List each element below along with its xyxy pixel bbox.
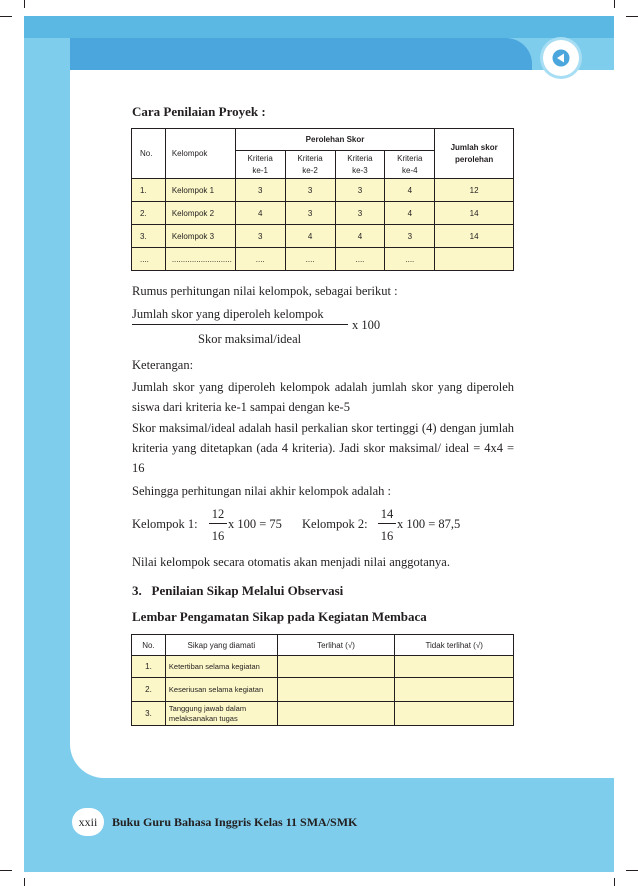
cell-terlihat[interactable]	[277, 656, 395, 678]
section-3-heading: 3. Penilaian Sikap Melalui Observasi	[132, 583, 344, 598]
cell-k4: 3	[385, 225, 435, 248]
cell-no: 3.	[132, 225, 166, 248]
crop-mark	[0, 16, 12, 17]
cell-k1: ....	[235, 248, 285, 271]
cell-k3: 3	[335, 202, 385, 225]
cell-kelompok: Kelompok 3	[165, 225, 235, 248]
cell-kelompok: ...........................	[165, 248, 235, 271]
header-kelompok: Kelompok	[165, 129, 235, 179]
table-row	[132, 702, 514, 726]
header-sikap: Sikap yang diamati	[165, 635, 277, 656]
paragraph: Skor maksimal/ideal adalah hasil perkalian skor tertinggi (4) dengan jumlah kriteria yang ditetapkan (ada 4 kriteria). Jadi skor maksimal/ ideal = 4x4 = 16	[132, 421, 514, 475]
cell-k2: 4	[285, 225, 335, 248]
cell-no: 2.	[132, 678, 166, 702]
cell-jumlah: 12	[435, 179, 514, 202]
crop-mark	[614, 0, 615, 8]
cell-k4: ....	[385, 248, 435, 271]
calc-1-rest: x 100 = 75	[228, 517, 282, 531]
cell-jumlah	[435, 248, 514, 271]
calc-1-numerator: 12	[211, 507, 225, 521]
table-row	[132, 248, 514, 271]
calc-2-rest: x 100 = 87,5	[397, 517, 461, 531]
cell-k2: ....	[285, 248, 335, 271]
header-jumlah: Jumlah skor perolehan	[435, 129, 514, 179]
paragraph: Nilai kelompok secara otomatis akan menjadi nilai anggotanya.	[132, 555, 450, 569]
cell-k3: 4	[335, 225, 385, 248]
header-tidak-terlihat: Tidak terlihat (√)	[395, 635, 514, 656]
formula-denominator: Skor maksimal/ideal	[198, 332, 302, 346]
cell-terlihat[interactable]	[277, 702, 395, 726]
crop-mark	[626, 870, 638, 871]
cell-k1: 4	[235, 202, 285, 225]
header-kriteria-1: Kriteria ke-1	[235, 151, 285, 179]
header-terlihat: Terlihat (√)	[277, 635, 395, 656]
cell-tidak-terlihat[interactable]	[395, 656, 514, 678]
cell-sikap: Tanggung jawab dalam melaksanakan tugas	[165, 702, 277, 726]
calc-1-denominator: 16	[211, 529, 225, 543]
crop-mark	[0, 870, 12, 871]
header-no: No.	[132, 635, 166, 656]
cell-no: 3.	[132, 702, 166, 726]
cell-k4: 4	[385, 202, 435, 225]
keterangan-label: Keterangan:	[132, 358, 194, 372]
paragraph: Jumlah skor yang diperoleh kelompok adalah jumlah skor yang diperoleh siswa dari kriteria ke-1 sampai dengan ke-5	[132, 380, 514, 414]
cell-kelompok: Kelompok 2	[165, 202, 235, 225]
crop-mark	[626, 16, 638, 17]
book-title: Buku Guru Bahasa Inggris Kelas 11 SMA/SMK	[112, 815, 358, 829]
cell-k1: 3	[235, 179, 285, 202]
cell-no: 2.	[132, 202, 166, 225]
page-number: xxii	[72, 808, 104, 836]
calc-1-label: Kelompok 1:	[132, 517, 198, 531]
cell-jumlah: 14	[435, 225, 514, 248]
back-button[interactable]	[543, 40, 579, 76]
cell-tidak-terlihat[interactable]	[395, 702, 514, 726]
section-heading: Cara Penilaian Proyek :	[132, 104, 266, 119]
header-no: No.	[132, 129, 166, 179]
crop-mark	[614, 878, 615, 886]
cell-kelompok: Kelompok 1	[165, 179, 235, 202]
calc-2-numerator: 14	[380, 507, 394, 521]
formula-multiplier: x 100	[352, 318, 381, 332]
calc-2-denominator: 16	[380, 529, 394, 543]
cell-k2: 3	[285, 179, 335, 202]
crop-mark	[24, 878, 25, 886]
table-row	[132, 678, 514, 702]
table-row	[132, 225, 514, 248]
cell-k4: 4	[385, 179, 435, 202]
formula-fraction-line	[132, 324, 348, 325]
table-row	[132, 179, 514, 202]
observation-sheet-title: Lembar Pengamatan Sikap pada Kegiatan Membaca	[132, 609, 427, 624]
header-kriteria-2: Kriteria ke-2	[285, 151, 335, 179]
cell-k3: ....	[335, 248, 385, 271]
cell-no: 1.	[132, 656, 166, 678]
cell-terlihat[interactable]	[277, 678, 395, 702]
formula-numerator: Jumlah skor yang diperoleh kelompok	[132, 307, 324, 321]
table-row	[132, 202, 514, 225]
header-kriteria-3: Kriteria ke-3	[335, 151, 385, 179]
calc-1-fraction-line	[209, 523, 227, 524]
table-row	[132, 656, 514, 678]
page-frame-top	[24, 16, 614, 38]
header-perolehan: Perolehan Skor	[235, 129, 435, 151]
cell-jumlah: 14	[435, 202, 514, 225]
cell-no: 1.	[132, 179, 166, 202]
cell-k3: 3	[335, 179, 385, 202]
cell-k2: 3	[285, 202, 335, 225]
header-kriteria-4: Kriteria ke-4	[385, 151, 435, 179]
cell-no: ....	[132, 248, 166, 271]
calc-2-fraction-line	[378, 523, 396, 524]
paragraph: Sehingga perhitungan nilai akhir kelompok adalah :	[132, 484, 391, 498]
cell-k1: 3	[235, 225, 285, 248]
formula-intro: Rumus perhitungan nilai kelompok, sebagai berikut :	[132, 284, 398, 298]
attitude-observation-table	[131, 634, 514, 726]
cell-tidak-terlihat[interactable]	[395, 678, 514, 702]
cell-sikap: Keseriusan selama kegiatan	[165, 678, 277, 702]
cell-sikap: Ketertiban selama kegiatan	[165, 656, 277, 678]
calc-2-label: Kelompok 2:	[302, 517, 368, 531]
crop-mark	[24, 0, 25, 8]
project-score-table	[131, 128, 514, 271]
back-arrow-icon	[552, 49, 570, 67]
